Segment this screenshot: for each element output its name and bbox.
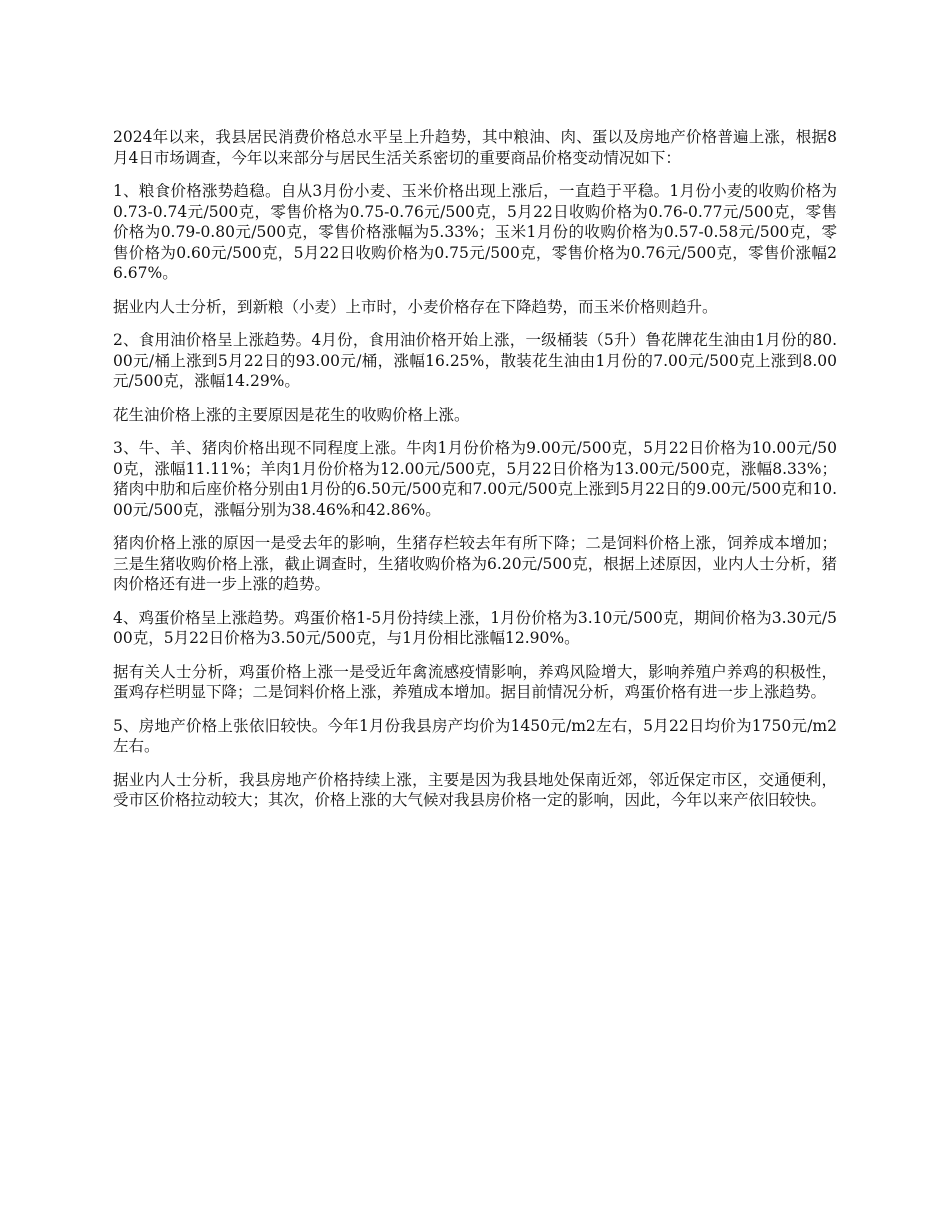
paragraph-grain-analysis: 据业内人士分析，到新粮（小麦）上市时，小麦价格存在下降趋势，而玉米价格则趋升。: [113, 297, 718, 316]
paragraph-housing-analysis: 据业内人士分析，我县房地产价格持续上涨，主要是因为我县地处保南近郊，邻近保定市区，交通便利，受市区价格拉动较大；其次，价格上涨的大气候对我县房价格一定的影响，因此，今年以来产依旧较快。: [113, 770, 837, 809]
paragraph-egg-analysis: 据有关人士分析，鸡蛋价格上涨一是受近年禽流感疫情影响，养鸡风险增大，影响养殖户养鸡的积极性，蛋鸡存栏明显下降；二是饲料价格上涨，养殖成本增加。据目前情况分析，鸡蛋价格有进一步上涨趋势。: [113, 662, 837, 701]
paragraph-oil-analysis: 花生油价格上涨的主要原因是花生的收购价格上涨。: [113, 405, 470, 424]
document-body: [113, 127, 837, 824]
paragraph-meat-prices: 3、牛、羊、猪肉价格出现不同程度上涨。牛肉1月份价格为9.00元/500克，5月22日价格为10.00元/500克，涨幅11.11%；羊肉1月份价格为12.00元/500克，5月22日价格为13.00元/500克，涨幅8.33%；猪肉中肋和后座价格分别由1月份的6.50元/500克和7.00元/500克上涨到5月22日的9.00元/500克和10.00元/500克，涨幅分别为38.46%和42.86%。: [113, 439, 837, 519]
paragraph-grain-prices: 1、粮食价格涨势趋稳。自从3月份小麦、玉米价格出现上涨后，一直趋于平稳。1月份小麦的收购价格为0.73-0.74元/500克，零售价格为0.75-0.76元/500克，5月22日收购价格为0.76-0.77元/500克，零售价格为0.79-0.80元/500克，零售价格涨幅为5.33%；玉米1月份的收购价格为0.57-0.58元/500克，零售价格为0.60元/500克，5月22日收购价格为0.75元/500克，零售价格为0.76元/500克，零售价涨幅26.67%。: [113, 182, 837, 282]
paragraph-housing-prices: 5、房地产价格上张依旧较快。今年1月份我县房产均价为1450元/m2左右，5月22日均价为1750元/m2左右。: [113, 716, 837, 755]
paragraph-oil-prices: 2、食用油价格呈上涨趋势。4月份，食用油价格开始上涨，一级桶装（5升）鲁花牌花生油由1月份的80.00元/桶上涨到5月22日的93.00元/桶，涨幅16.25%，散装花生油由1月份的7.00元/500克上涨到8.00元/500克，涨幅14.29%。: [113, 331, 837, 390]
paragraph-pork-analysis: 猪肉价格上涨的原因一是受去年的影响，生猪存栏较去年有所下降；二是饲料价格上涨，饲养成本增加；三是生猪收购价格上涨，截止调查时，生猪收购价格为6.20元/500克，根据上述原因，业内人士分析，猪肉价格还有进一步上涨的趋势。: [113, 534, 837, 593]
paragraph-intro: 2024年以来，我县居民消费价格总水平呈上升趋势，其中粮油、肉、蛋以及房地产价格普遍上涨，根据8月4日市场调查，今年以来部分与居民生活关系密切的重要商品价格变动情况如下：: [113, 128, 837, 167]
paragraph-egg-prices: 4、鸡蛋价格呈上涨趋势。鸡蛋价格1-5月份持续上涨，1月份价格为3.10元/500克，期间价格为3.30元/500克，5月22日价格为3.50元/500克，与1月份相比涨幅12.90%。: [113, 608, 837, 647]
